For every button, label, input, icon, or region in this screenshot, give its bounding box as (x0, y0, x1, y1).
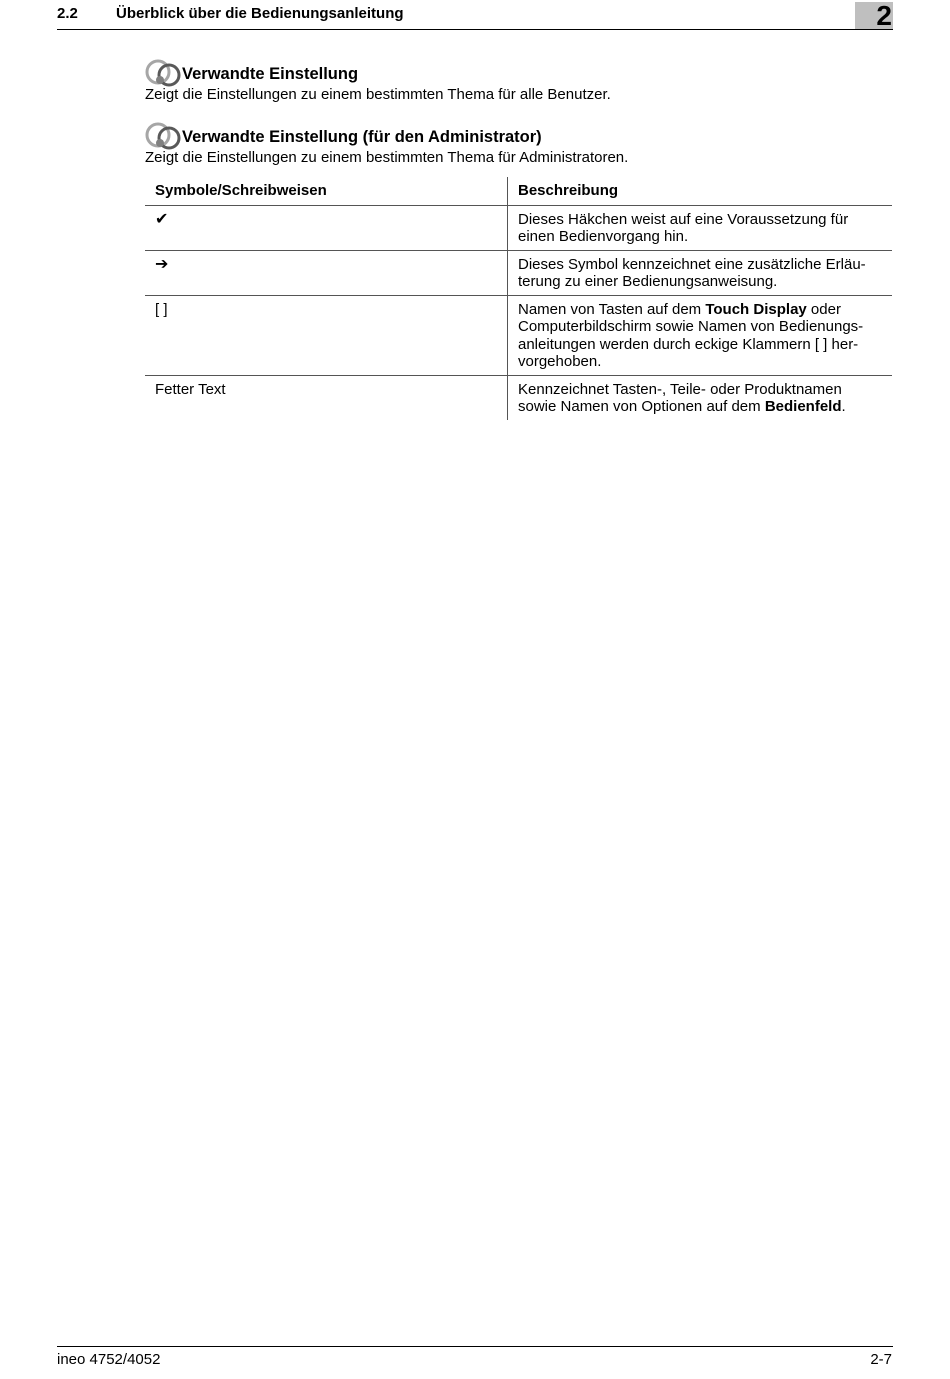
related-setting-title: Verwandte Einstellung (182, 64, 359, 83)
description-line (518, 301, 886, 319)
related-setting-admin-title: Verwandte Einstellung (für den Administrator) (182, 127, 542, 146)
description-bold-term: Touch Display (705, 300, 807, 318)
related-setting-admin-block (145, 122, 893, 167)
arrow-right-icon: ➔ (155, 255, 169, 273)
chapter-number: 2 (876, 0, 892, 31)
description-line: Dieses Häkchen weist auf eine Voraussetzung für (518, 210, 849, 228)
table-cell-symbol: Fetter Text (155, 380, 226, 398)
description-line: terung zu einer Bedienungsanweisung. (518, 273, 778, 290)
description-text: oder (806, 300, 841, 318)
table-header-row (145, 177, 892, 206)
table-header-symbols: Symbole/Schreibweisen (155, 182, 327, 199)
related-setting-admin-icon (145, 122, 181, 152)
table-cell-description (507, 206, 892, 250)
description-line: anleitungen werden durch eckige Klammern [ ] her- (518, 335, 859, 353)
related-setting-admin-description: Zeigt die Einstellungen zu einem bestimmten Thema für Administratoren. (145, 149, 629, 166)
table-row (145, 206, 892, 251)
description-line: Dieses Symbol kennzeichnet eine zusätzliche Erläu- (518, 255, 866, 273)
table-cell-symbol: [ ] (155, 300, 168, 318)
table-row (145, 376, 892, 420)
chapter-tab (855, 2, 893, 29)
page-header (57, 0, 893, 30)
symbols-table (145, 177, 892, 420)
description-line (518, 398, 886, 416)
table-cell-description (507, 376, 892, 420)
section-title: Überblick über die Bedienungsanleitung (116, 5, 404, 22)
page-footer (57, 1346, 893, 1368)
footer-page-number: 2-7 (870, 1351, 892, 1368)
table-cell-description (507, 296, 892, 375)
footer-product: ineo 4752/4052 (57, 1351, 161, 1368)
section-number: 2.2 (57, 5, 78, 22)
description-bold-term: Bedienfeld (764, 398, 842, 415)
related-setting-block (145, 59, 893, 104)
description-text: sowie Namen von Optionen auf dem (518, 398, 765, 415)
description-text: Namen von Tasten auf dem (518, 300, 706, 318)
description-line: Kennzeichnet Tasten-, Teile- oder Produktnamen (518, 380, 842, 398)
description-line: Computerbildschirm sowie Namen von Bedienungs- (518, 318, 864, 335)
table-header-description: Beschreibung (507, 177, 892, 205)
table-cell-description (507, 251, 892, 295)
related-setting-icon (145, 59, 181, 89)
table-row (145, 251, 892, 296)
description-line: einen Bedienvorgang hin. (518, 228, 689, 245)
checkmark-icon: ✔ (155, 210, 169, 228)
related-setting-description: Zeigt die Einstellungen zu einem bestimmten Thema für alle Benutzer. (145, 86, 611, 103)
table-row (145, 296, 892, 376)
description-text: . (841, 398, 846, 415)
description-line: vorgehoben. (518, 353, 602, 370)
